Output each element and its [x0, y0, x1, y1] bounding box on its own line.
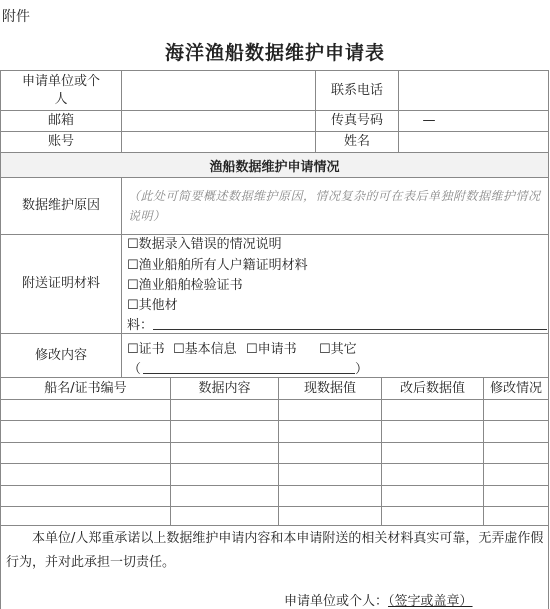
modify-option-basic-info[interactable]: ☐基本信息	[173, 342, 237, 357]
applicant-field[interactable]	[122, 71, 315, 110]
table-header-current-value: 现数据值	[303, 380, 356, 396]
material-other-suffix: 料：	[127, 318, 154, 333]
account-label: 账号	[47, 134, 74, 149]
fax-label: 传真号码	[330, 113, 383, 128]
phone-label: 联系电话	[330, 82, 383, 98]
signature-line	[284, 590, 473, 609]
material-option-inspection-cert[interactable]: ☐渔业船舶检验证书	[127, 278, 243, 293]
name-label: 姓名	[343, 134, 370, 149]
material-option-other[interactable]: ☐其他材	[127, 298, 178, 313]
reason-hint[interactable]: （此处可简要概述数据维护原因，情况复杂的可在表后单独附数据维护情况说明）	[128, 189, 541, 223]
reason-label: 数据维护原因	[21, 198, 100, 213]
table-header-new-value: 改后数据值	[399, 380, 465, 396]
table-row[interactable]	[1, 443, 548, 463]
modify-paren-open: （	[128, 362, 142, 377]
table-row[interactable]	[1, 421, 548, 442]
modify-paren-close: ）	[355, 362, 369, 377]
account-field[interactable]	[122, 132, 315, 152]
table-header-data-content: 数据内容	[198, 380, 251, 396]
postcode-field[interactable]	[122, 111, 315, 131]
phone-field[interactable]	[399, 71, 548, 110]
table-header-modify-status: 修改情况	[489, 380, 542, 396]
material-other-underline[interactable]	[153, 329, 547, 330]
table-row[interactable]	[1, 486, 548, 506]
declaration-text: 本单位/人郑重承诺以上数据维护申请内容和本申请附送的相关材料真实可靠，无弄虚作假行为，并对此承担一切责任。	[6, 531, 544, 570]
modify-option-application[interactable]: ☐申请书	[246, 342, 297, 357]
form-title: 海洋渔船数据维护申请表	[164, 42, 385, 64]
signature-field[interactable]: （签字或盖章）	[388, 594, 473, 609]
name-field[interactable]	[399, 132, 548, 152]
table-row[interactable]	[1, 507, 548, 525]
modify-option-other[interactable]: ☐其它	[319, 342, 357, 357]
fax-field[interactable]: —	[422, 113, 436, 128]
material-option-error-statement[interactable]: ☐数据录入错误的情况说明	[127, 237, 282, 252]
section-title: 渔船数据维护申请情况	[1, 153, 548, 177]
signature-label: 申请单位或个人：	[284, 594, 389, 609]
applicant-label: 申请单位或个人	[21, 73, 100, 107]
table-header-ship-name: 船名/证书编号	[44, 380, 127, 396]
modify-option-certificate[interactable]: ☐证书	[127, 342, 165, 357]
table-row[interactable]	[1, 400, 548, 420]
material-option-household-proof[interactable]: ☐渔业船舶所有人户籍证明材料	[127, 258, 308, 273]
postcode-label: 邮箱	[47, 113, 74, 128]
table-row[interactable]	[1, 464, 548, 485]
materials-label: 附送证明材料	[21, 276, 100, 291]
attachment-label: 附件	[2, 9, 30, 25]
modify-label: 修改内容	[34, 347, 87, 363]
modify-other-underline[interactable]	[143, 373, 355, 374]
